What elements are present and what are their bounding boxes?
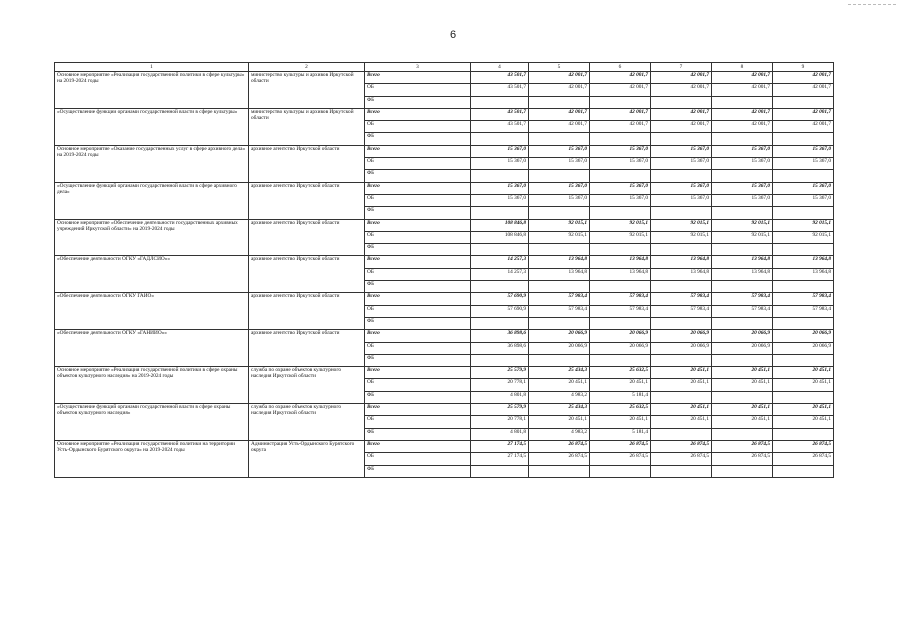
amount-cell: 57 983,4: [712, 305, 773, 317]
table-row: [55, 72, 834, 84]
amount-cell: 25 632,5: [590, 367, 651, 379]
amount-cell: 15 367,0: [651, 194, 712, 206]
amount-cell: [651, 354, 712, 366]
funding-source-cell: ФБ: [365, 428, 471, 440]
amount-cell: 20 451,1: [773, 404, 834, 416]
activity-description: Основное мероприятие «Реализация государственной политики на территории Усть-Ордынского Бурятского округа» на 2019-2024 годы: [55, 440, 249, 477]
funding-source-cell: Всего: [365, 108, 471, 120]
funding-source-cell: Всего: [365, 367, 471, 379]
amount-cell: 108 846,8: [471, 219, 529, 231]
funding-source-cell: Всего: [365, 145, 471, 157]
amount-cell: [773, 281, 834, 293]
amount-cell: 15 367,0: [590, 158, 651, 170]
amount-cell: 42 001,7: [712, 121, 773, 133]
executor-cell: архивное агентство Иркутской области: [249, 145, 365, 182]
amount-cell: [590, 465, 651, 477]
funding-source-cell: ОБ: [365, 268, 471, 280]
executor-cell: архивное агентство Иркутской области: [249, 182, 365, 219]
funding-source-cell: ФБ: [365, 465, 471, 477]
amount-cell: 92 015,1: [712, 219, 773, 231]
amount-cell: [773, 133, 834, 145]
amount-cell: 42 001,7: [529, 84, 590, 96]
amount-cell: [529, 281, 590, 293]
amount-cell: 13 964,8: [712, 256, 773, 268]
scan-corner-mark: [848, 4, 896, 6]
amount-cell: [590, 170, 651, 182]
amount-cell: [651, 465, 712, 477]
amount-cell: 25 579,9: [471, 404, 529, 416]
activity-description: «Осуществление функций органами государственной власти в сфере архивного дела»: [55, 182, 249, 219]
activity-description: Основное мероприятие «Реализация государственной политики в сфере охраны объектов культурного наследия» на 2019-2024 годы: [55, 367, 249, 404]
amount-cell: 57 690,9: [471, 305, 529, 317]
funding-source-cell: ОБ: [365, 342, 471, 354]
amount-cell: 15 367,0: [529, 182, 590, 194]
amount-cell: 13 964,8: [773, 256, 834, 268]
funding-source-cell: ОБ: [365, 379, 471, 391]
amount-cell: 20 451,1: [712, 379, 773, 391]
budget-table: [54, 62, 834, 478]
amount-cell: [773, 96, 834, 108]
amount-cell: 15 367,0: [712, 145, 773, 157]
amount-cell: 26 874,5: [590, 453, 651, 465]
amount-cell: 42 001,7: [590, 121, 651, 133]
table-row: [55, 219, 834, 231]
funding-source-cell: Всего: [365, 256, 471, 268]
table-body: [55, 72, 834, 478]
amount-cell: 15 367,0: [773, 145, 834, 157]
page-number: 6: [449, 29, 457, 41]
amount-cell: 57 983,4: [773, 305, 834, 317]
amount-cell: 5 181,4: [590, 428, 651, 440]
amount-cell: [651, 317, 712, 329]
amount-cell: 43 501,7: [471, 121, 529, 133]
amount-cell: 20 778,1: [471, 416, 529, 428]
funding-source-cell: Всего: [365, 219, 471, 231]
amount-cell: 15 367,0: [590, 182, 651, 194]
amount-cell: 20 451,1: [651, 416, 712, 428]
amount-cell: 57 983,4: [773, 293, 834, 305]
amount-cell: 20 066,9: [529, 342, 590, 354]
amount-cell: [651, 133, 712, 145]
amount-cell: [712, 96, 773, 108]
amount-cell: [651, 244, 712, 256]
executor-cell: служба по охране объектов культурного наследия Иркутской области: [249, 367, 365, 404]
activity-description: «Осуществление функции органами государственной власти в сфере культуры»: [55, 108, 249, 145]
amount-cell: 57 983,4: [529, 293, 590, 305]
funding-source-cell: ФБ: [365, 391, 471, 403]
amount-cell: 26 874,5: [773, 440, 834, 452]
amount-cell: 20 066,9: [651, 342, 712, 354]
amount-cell: 20 451,1: [529, 379, 590, 391]
amount-cell: [651, 96, 712, 108]
amount-cell: 42 001,7: [651, 121, 712, 133]
amount-cell: 15 367,0: [651, 158, 712, 170]
amount-cell: 15 367,0: [773, 158, 834, 170]
amount-cell: 42 001,7: [773, 72, 834, 84]
amount-cell: 43 501,7: [471, 72, 529, 84]
funding-source-cell: ФБ: [365, 207, 471, 219]
amount-cell: 43 501,7: [471, 108, 529, 120]
amount-cell: [712, 170, 773, 182]
amount-cell: 26 874,5: [712, 453, 773, 465]
amount-cell: 20 451,1: [651, 367, 712, 379]
executor-cell: архивное агентство Иркутской области: [249, 293, 365, 330]
amount-cell: [651, 170, 712, 182]
executor-cell: архивное агентство Иркутской области: [249, 256, 365, 293]
amount-cell: [773, 428, 834, 440]
amount-cell: [529, 170, 590, 182]
amount-cell: [590, 354, 651, 366]
amount-cell: [471, 207, 529, 219]
amount-cell: 42 001,7: [651, 108, 712, 120]
amount-cell: 5 181,4: [590, 391, 651, 403]
amount-cell: [471, 465, 529, 477]
funding-source-cell: ОБ: [365, 416, 471, 428]
activity-description: «Обеспечение деятельности ОГКУ «ГАДЛСИО»»: [55, 256, 249, 293]
executor-cell: министерство культуры и архивов Иркутской области: [249, 72, 365, 109]
amount-cell: 42 001,7: [712, 72, 773, 84]
funding-source-cell: Всего: [365, 72, 471, 84]
amount-cell: [471, 244, 529, 256]
amount-cell: 15 367,0: [471, 182, 529, 194]
amount-cell: 42 001,7: [773, 84, 834, 96]
amount-cell: 108 846,8: [471, 231, 529, 243]
amount-cell: [590, 133, 651, 145]
amount-cell: 20 066,9: [590, 342, 651, 354]
amount-cell: [651, 428, 712, 440]
amount-cell: 42 001,7: [590, 108, 651, 120]
amount-cell: 4 801,8: [471, 428, 529, 440]
amount-cell: [590, 317, 651, 329]
activity-description: Основное мероприятие «Обеспечение деятельности государственных архивных учреждений Иркутской области» на 2019-2024 годы: [55, 219, 249, 256]
amount-cell: [651, 207, 712, 219]
amount-cell: 42 001,7: [529, 108, 590, 120]
activity-description: «Осуществление функций органами государственной власти в сфере охраны объектов культурного наследия»: [55, 404, 249, 441]
funding-source-cell: ОБ: [365, 121, 471, 133]
amount-cell: 57 983,4: [651, 293, 712, 305]
amount-cell: 13 964,8: [590, 268, 651, 280]
table-row: [55, 404, 834, 416]
amount-cell: [471, 354, 529, 366]
amount-cell: [471, 133, 529, 145]
column-header: 8: [712, 63, 773, 72]
amount-cell: 15 367,0: [529, 194, 590, 206]
funding-source-cell: ФБ: [365, 354, 471, 366]
amount-cell: 27 174,5: [471, 453, 529, 465]
amount-cell: [471, 317, 529, 329]
table-row: [55, 145, 834, 157]
amount-cell: [529, 317, 590, 329]
amount-cell: 92 015,1: [773, 231, 834, 243]
amount-cell: 27 174,5: [471, 440, 529, 452]
amount-cell: 14 257,3: [471, 256, 529, 268]
amount-cell: 20 451,1: [590, 416, 651, 428]
funding-source-cell: ОБ: [365, 305, 471, 317]
header-row: [55, 63, 834, 72]
amount-cell: 13 964,8: [529, 256, 590, 268]
column-header: 2: [249, 63, 365, 72]
amount-cell: 57 983,4: [529, 305, 590, 317]
column-header: 1: [55, 63, 249, 72]
funding-source-cell: ФБ: [365, 96, 471, 108]
funding-source-cell: ФБ: [365, 133, 471, 145]
amount-cell: 20 066,9: [590, 330, 651, 342]
amount-cell: 92 015,1: [773, 219, 834, 231]
amount-cell: 57 983,4: [590, 305, 651, 317]
amount-cell: 42 001,7: [529, 72, 590, 84]
amount-cell: 20 451,1: [712, 404, 773, 416]
amount-cell: 15 367,0: [712, 182, 773, 194]
amount-cell: 20 066,9: [773, 330, 834, 342]
amount-cell: 13 964,8: [651, 268, 712, 280]
amount-cell: [712, 281, 773, 293]
table-row: [55, 440, 834, 452]
amount-cell: 20 066,9: [529, 330, 590, 342]
amount-cell: [773, 317, 834, 329]
amount-cell: 14 257,3: [471, 268, 529, 280]
amount-cell: 4 983,2: [529, 428, 590, 440]
executor-cell: архивное агентство Иркутской области: [249, 330, 365, 367]
amount-cell: 15 367,0: [773, 182, 834, 194]
amount-cell: 42 001,7: [773, 108, 834, 120]
amount-cell: 4 801,8: [471, 391, 529, 403]
amount-cell: 92 015,1: [651, 231, 712, 243]
amount-cell: [590, 244, 651, 256]
funding-source-cell: ФБ: [365, 281, 471, 293]
amount-cell: 57 983,4: [651, 305, 712, 317]
funding-source-cell: ОБ: [365, 453, 471, 465]
amount-cell: [651, 391, 712, 403]
amount-cell: 42 001,7: [651, 72, 712, 84]
table-row: [55, 182, 834, 194]
amount-cell: 42 001,7: [712, 84, 773, 96]
funding-source-cell: Всего: [365, 440, 471, 452]
column-header: 6: [590, 63, 651, 72]
amount-cell: [651, 281, 712, 293]
activity-description: «Обеспечение деятельности ОГКУ «ГАНИИО»»: [55, 330, 249, 367]
amount-cell: [712, 354, 773, 366]
amount-cell: 42 001,7: [712, 108, 773, 120]
amount-cell: [712, 317, 773, 329]
amount-cell: [529, 244, 590, 256]
amount-cell: [529, 465, 590, 477]
amount-cell: 15 367,0: [529, 145, 590, 157]
amount-cell: 15 367,0: [651, 145, 712, 157]
column-header: 3: [365, 63, 471, 72]
amount-cell: 15 367,0: [773, 194, 834, 206]
amount-cell: 25 632,5: [590, 404, 651, 416]
funding-source-cell: ФБ: [365, 317, 471, 329]
amount-cell: 20 066,9: [712, 342, 773, 354]
executor-cell: Администрация Усть-Ордынского Бурятского округа: [249, 440, 365, 477]
amount-cell: [773, 244, 834, 256]
amount-cell: 25 434,3: [529, 404, 590, 416]
amount-cell: [712, 465, 773, 477]
funding-source-cell: ФБ: [365, 170, 471, 182]
amount-cell: [712, 207, 773, 219]
amount-cell: 20 451,1: [712, 416, 773, 428]
amount-cell: 57 690,9: [471, 293, 529, 305]
amount-cell: 26 874,5: [651, 440, 712, 452]
amount-cell: 36 898,6: [471, 330, 529, 342]
amount-cell: 15 367,0: [471, 194, 529, 206]
column-header: 5: [529, 63, 590, 72]
funding-source-cell: ФБ: [365, 244, 471, 256]
table-row: [55, 330, 834, 342]
amount-cell: 92 015,1: [590, 231, 651, 243]
amount-cell: [471, 170, 529, 182]
amount-cell: [712, 391, 773, 403]
amount-cell: 15 367,0: [529, 158, 590, 170]
amount-cell: 42 001,7: [773, 121, 834, 133]
activity-description: Основное мероприятие «Оказание государственных услуг в сфере архивного дела» на 2019-2024 годы: [55, 145, 249, 182]
amount-cell: [590, 281, 651, 293]
amount-cell: 20 451,1: [773, 416, 834, 428]
amount-cell: 15 367,0: [712, 158, 773, 170]
amount-cell: 20 066,9: [773, 342, 834, 354]
amount-cell: 15 367,0: [590, 145, 651, 157]
column-header: 9: [773, 63, 834, 72]
amount-cell: 92 015,1: [651, 219, 712, 231]
amount-cell: 57 983,4: [590, 293, 651, 305]
amount-cell: 13 964,8: [529, 268, 590, 280]
amount-cell: [529, 133, 590, 145]
amount-cell: 26 874,5: [590, 440, 651, 452]
amount-cell: [712, 244, 773, 256]
amount-cell: 42 001,7: [590, 72, 651, 84]
amount-cell: 20 778,1: [471, 379, 529, 391]
amount-cell: [773, 170, 834, 182]
amount-cell: 92 015,1: [529, 219, 590, 231]
activity-description: «Обеспечение деятельности ОГКУ ГАИО»: [55, 293, 249, 330]
amount-cell: 15 367,0: [471, 145, 529, 157]
amount-cell: 13 964,8: [712, 268, 773, 280]
amount-cell: 25 434,3: [529, 367, 590, 379]
amount-cell: 20 451,1: [590, 379, 651, 391]
table-row: [55, 108, 834, 120]
amount-cell: 26 874,5: [529, 440, 590, 452]
table-row: [55, 256, 834, 268]
amount-cell: 13 964,8: [590, 256, 651, 268]
amount-cell: 4 983,2: [529, 391, 590, 403]
amount-cell: 43 501,7: [471, 84, 529, 96]
amount-cell: 20 451,1: [773, 379, 834, 391]
funding-source-cell: Всего: [365, 330, 471, 342]
amount-cell: 26 874,5: [773, 453, 834, 465]
amount-cell: 42 001,7: [651, 84, 712, 96]
amount-cell: 13 964,8: [773, 268, 834, 280]
amount-cell: 15 367,0: [651, 182, 712, 194]
amount-cell: [471, 281, 529, 293]
funding-source-cell: Всего: [365, 182, 471, 194]
amount-cell: 20 451,1: [529, 416, 590, 428]
amount-cell: 20 451,1: [712, 367, 773, 379]
funding-source-cell: ОБ: [365, 231, 471, 243]
executor-cell: служба по охране объектов культурного наследия Иркутской области: [249, 404, 365, 441]
amount-cell: [773, 391, 834, 403]
funding-source-cell: Всего: [365, 293, 471, 305]
amount-cell: 92 015,1: [529, 231, 590, 243]
amount-cell: 20 451,1: [773, 367, 834, 379]
amount-cell: 15 367,0: [590, 194, 651, 206]
amount-cell: [529, 354, 590, 366]
column-header: 7: [651, 63, 712, 72]
amount-cell: [590, 207, 651, 219]
amount-cell: 36 898,6: [471, 342, 529, 354]
activity-description: Основное мероприятие «Реализация государственной политики в сфере культуры» на 2019-2024 годы: [55, 72, 249, 109]
amount-cell: 42 001,7: [590, 84, 651, 96]
amount-cell: 20 066,9: [712, 330, 773, 342]
funding-source-cell: Всего: [365, 404, 471, 416]
executor-cell: министерство культуры и архивов Иркутской области: [249, 108, 365, 145]
amount-cell: 26 874,5: [529, 453, 590, 465]
amount-cell: 92 015,1: [712, 231, 773, 243]
funding-source-cell: ОБ: [365, 84, 471, 96]
amount-cell: 26 874,5: [712, 440, 773, 452]
amount-cell: [712, 428, 773, 440]
amount-cell: [590, 96, 651, 108]
amount-cell: 20 451,1: [651, 379, 712, 391]
amount-cell: 25 579,9: [471, 367, 529, 379]
funding-source-cell: ОБ: [365, 158, 471, 170]
executor-cell: архивное агентство Иркутской области: [249, 219, 365, 256]
table-row: [55, 293, 834, 305]
amount-cell: 57 983,4: [712, 293, 773, 305]
amount-cell: [712, 133, 773, 145]
amount-cell: 15 367,0: [471, 158, 529, 170]
amount-cell: 42 001,7: [529, 121, 590, 133]
amount-cell: [773, 465, 834, 477]
amount-cell: 26 874,5: [651, 453, 712, 465]
table-row: [55, 367, 834, 379]
amount-cell: [529, 96, 590, 108]
amount-cell: 92 015,1: [590, 219, 651, 231]
amount-cell: [773, 207, 834, 219]
column-header: 4: [471, 63, 529, 72]
amount-cell: 15 367,0: [712, 194, 773, 206]
amount-cell: 13 964,8: [651, 256, 712, 268]
amount-cell: 20 451,1: [651, 404, 712, 416]
amount-cell: 20 066,9: [651, 330, 712, 342]
amount-cell: [471, 96, 529, 108]
funding-source-cell: ОБ: [365, 194, 471, 206]
amount-cell: [529, 207, 590, 219]
amount-cell: [773, 354, 834, 366]
